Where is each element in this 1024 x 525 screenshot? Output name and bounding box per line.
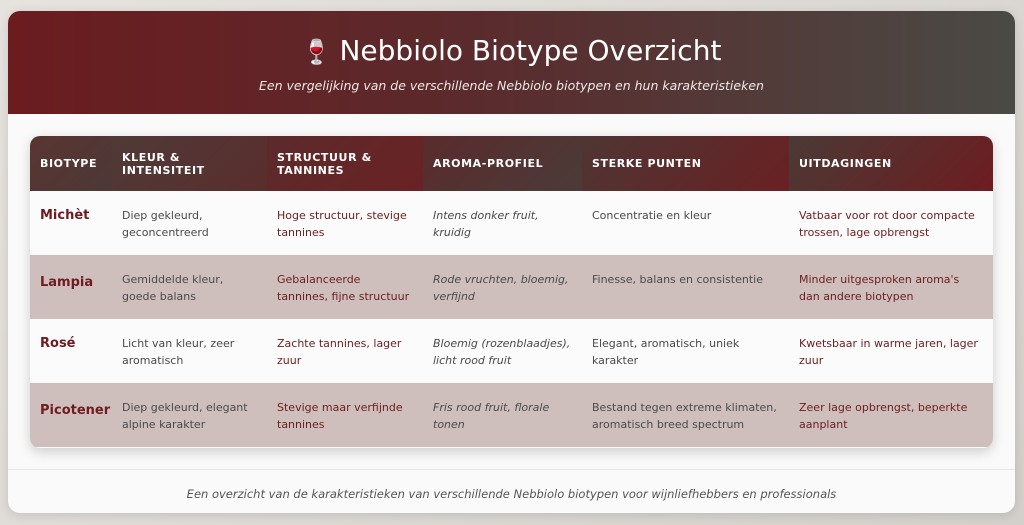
column-header-strengths: STERKE PUNTEN (582, 136, 789, 191)
color-cell: Gemiddelde kleur, goede balans (112, 255, 267, 319)
column-header-biotype: BIOTYPE (30, 136, 112, 191)
table-row (30, 191, 993, 255)
column-header-color: KLEUR & INTENSITEIT (112, 136, 267, 191)
strengths-cell: Elegant, aromatisch, uniek karakter (582, 319, 789, 383)
aroma-cell: Fris rood fruit, florale tonen (423, 383, 582, 447)
challenges-cell: Zeer lage opbrengst, beperkte aanplant (789, 383, 993, 447)
table-row (30, 319, 993, 383)
page-header (8, 11, 1015, 114)
biotype-table (30, 136, 993, 447)
column-header-challenges: UITDAGINGEN (789, 136, 993, 191)
strengths-cell: Finesse, balans en consistentie (582, 255, 789, 319)
column-header-aroma: AROMA-PROFIEL (423, 136, 582, 191)
table-header (30, 136, 993, 191)
structure-cell: Hoge structuur, stevige tannines (267, 191, 423, 255)
wine-glass-icon: 🍷 (301, 38, 332, 66)
structure-cell: Zachte tannines, lager zuur (267, 319, 423, 383)
column-header-structure: STRUCTUUR & TANNINES (267, 136, 423, 191)
overview-card (8, 11, 1015, 513)
biotype-name: Michèt (30, 191, 112, 255)
page-subtitle: Een vergelijking van de verschillende Nebbiolo biotypen en hun karakteristieken (259, 78, 764, 93)
table-body (30, 191, 993, 447)
color-cell: Diep gekleurd, geconcentreerd (112, 191, 267, 255)
page-title (8, 11, 1015, 70)
challenges-cell: Vatbaar voor rot door compacte trossen, lage opbrengst (789, 191, 993, 255)
structure-cell: Gebalanceerde tannines, fijne structuur (267, 255, 423, 319)
biotype-name: Picotener (30, 383, 112, 447)
biotype-name: Rosé (30, 319, 112, 383)
color-cell: Diep gekleurd, elegant alpine karakter (112, 383, 267, 447)
challenges-cell: Kwetsbaar in warme jaren, lager zuur (789, 319, 993, 383)
challenges-cell: Minder uitgesproken aroma's dan andere biotypen (789, 255, 993, 319)
color-cell: Licht van kleur, zeer aromatisch (112, 319, 267, 383)
aroma-cell: Bloemig (rozenblaadjes), licht rood fruit (423, 319, 582, 383)
strengths-cell: Bestand tegen extreme klimaten, aromatisch breed spectrum (582, 383, 789, 447)
table-row (30, 255, 993, 319)
biotype-table-container (30, 136, 993, 448)
page-footer: Een overzicht van de karakteristieken van verschillende Nebbiolo biotypen voor wijnliefhebbers en professionals (8, 469, 1015, 513)
strengths-cell: Concentratie en kleur (582, 191, 789, 255)
table-row (30, 383, 993, 447)
aroma-cell: Intens donker fruit, kruidig (423, 191, 582, 255)
page-title-text: Nebbiolo Biotype Overzicht (339, 34, 722, 67)
biotype-name: Lampia (30, 255, 112, 319)
structure-cell: Stevige maar verfijnde tannines (267, 383, 423, 447)
aroma-cell: Rode vruchten, bloemig, verfijnd (423, 255, 582, 319)
